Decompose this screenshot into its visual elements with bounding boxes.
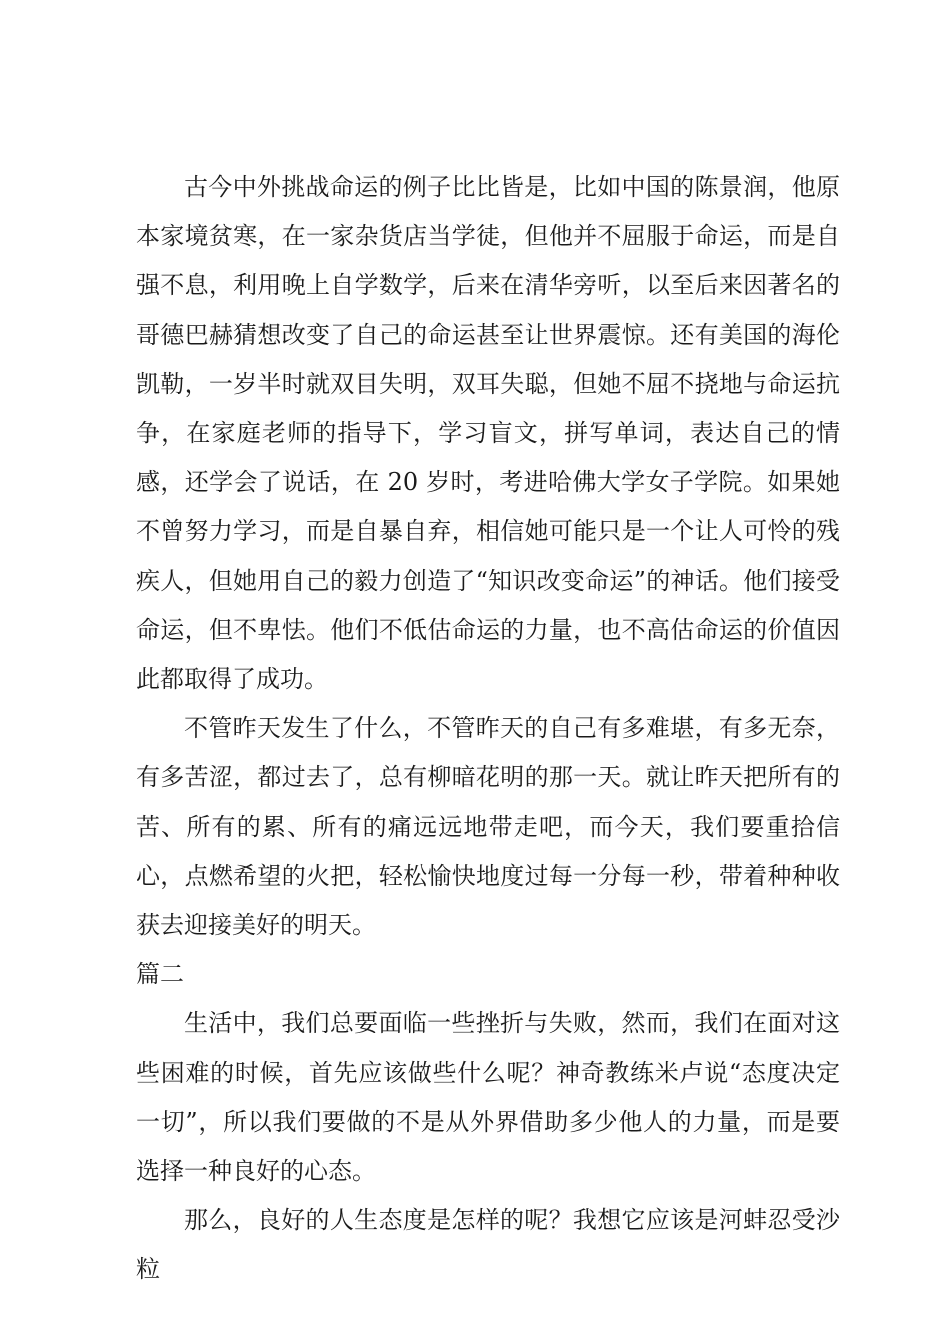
document-body — [136, 163, 840, 1295]
section-heading: 篇二 — [136, 960, 184, 989]
paragraph-yesterday: 不管昨天发生了什么，不管昨天的自己有多难堪，有多无奈，有多苦涩，都过去了，总有柳暗花明的那一天。就让昨天把所有的苦、所有的累、所有的痛远远地带走吧，而今天，我们要重拾信心，点燃希望的火把，轻松愉快地度过每一分每一秒，带着种种收获去迎接美好的明天。 — [136, 714, 840, 940]
paragraph-fate-examples: 古今中外挑战命运的例子比比皆是，比如中国的陈景润，他原本家境贫寒，在一家杂货店当学徒，但他并不屈服于命运，而是自强不息，利用晚上自学数学，后来在清华旁听，以至后来因著名的哥德巴赫猜想改变了自己的命运甚至让世界震惊。还有美国的海伦凯勒，一岁半时就双目失明，双耳失聪，但她不屈不挠地与命运抗争，在家庭老师的指导下，学习盲文，拼写单词，表达自己的情感，还学会了说话，在 20 岁时，考进哈佛大学女子学院。如果她不曾努力学习，而是自暴自弃，相信她可能只是一个让人可怜的残疾人，但她用自己的毅力创造了“知识改变命运”的神话。他们接受命运，但不卑怯。他们不低估命运的力量，也不高估命运的价值因此都取得了成功。 — [136, 173, 840, 694]
paragraph-good-attitude: 那么，良好的人生态度是怎样的呢？我想它应该是河蚌忍受沙粒 — [136, 1206, 840, 1284]
paragraph-attitude: 生活中，我们总要面临一些挫折与失败，然而，我们在面对这些困难的时候，首先应该做些什么呢？神奇教练米卢说“态度决定一切”，所以我们要做的不是从外界借助多少他人的力量，而是要选择一种良好的心态。 — [136, 1009, 840, 1186]
